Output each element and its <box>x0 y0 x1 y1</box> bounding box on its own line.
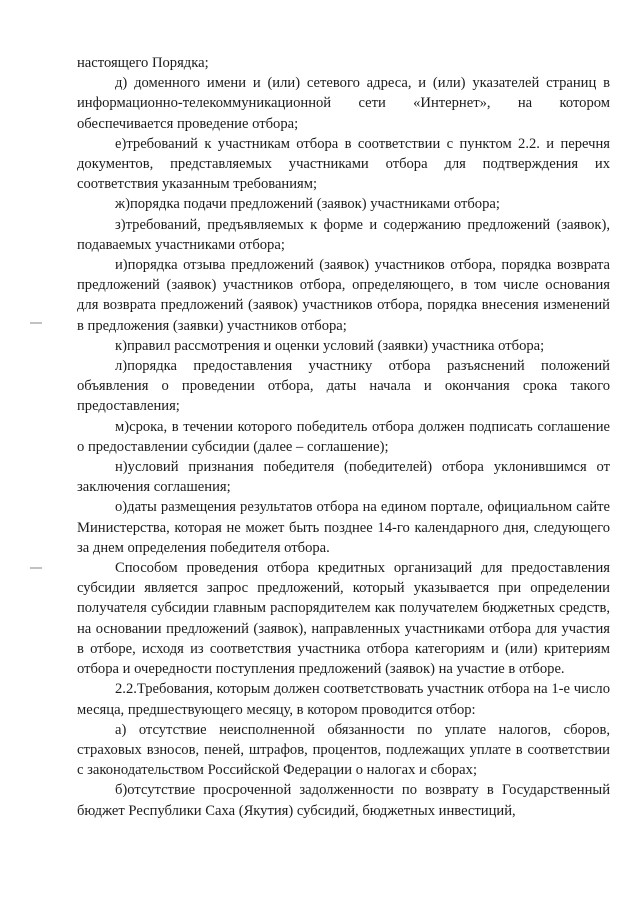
paragraph-item-i: и)порядка отзыва предложений (заявок) участников отбора, порядка возврата предложений (заявок) участников отбора, определяющего, в том числе основания для возврата предложений (заявок) участников отбора, порядка внесения изменений в предложения (заявки) участников отбора; <box>77 257 610 334</box>
paragraph-item-n: н)условий признания победителя (победителей) отбора уклонившимся от заключения соглашения; <box>77 459 610 496</box>
paragraph-requirement-a: а) отсутствие неисполненной обязанности по уплате налогов, сборов, страховых взносов, пеней, штрафов, процентов, подлежащих уплате в соответствии с законодательством Российской Федерации о налогах и сборах; <box>77 721 610 779</box>
scan-artifact-mark <box>30 567 42 569</box>
paragraph-requirement-b: б)отсутствие просроченной задолженности по возврату в Государственный бюджет Республики Саха (Якутия) субсидий, бюджетных инвестиций, <box>77 782 610 819</box>
paragraph-section-2-2: 2.2.Требования, которым должен соответствовать участник отбора на 1-е число месяца, предшествующего месяцу, в котором проводится отбор: <box>77 681 610 718</box>
scan-artifact-mark <box>30 322 42 324</box>
paragraph-item-e: е)требований к участникам отбора в соответствии с пунктом 2.2. и перечня документов, представляемых участниками отбора для подтверждения их соответствия указанным требованиям; <box>77 135 610 193</box>
paragraph-item-o: о)даты размещения результатов отбора на едином портале, официальном сайте Министерства, которая не может быть позднее 14-го календарного дня, следующего за днем определения победителя отбора. <box>77 499 610 556</box>
paragraph-item-l: л)порядка предоставления участнику отбора разъяснений положений объявления о проведении отбора, даты начала и окончания срока такого предоставления; <box>77 358 610 415</box>
paragraph-item-k: к)правил рассмотрения и оценки условий (заявки) участника отбора; <box>115 337 545 354</box>
paragraph-item-m: м)срока, в течении которого победитель отбора должен подписать соглашение о предоставлении субсидии (далее – соглашение); <box>77 418 610 455</box>
paragraph-selection-method: Способом проведения отбора кредитных организаций для предоставления субсидии является запрос предложений, который указывается при определении получателя субсидии главным распорядителем как получателем бюджетных средств, на основании предложений (заявок), направленных участниками отбора для участия в отборе, исходя из соответствия участника отбора категориям и (или) критериям отбора и очередности поступления предложений (заявок) на участие в отборе. <box>77 560 610 678</box>
document-body <box>77 53 610 821</box>
paragraph-item-z: з)требований, предъявляемых к форме и содержанию предложений (заявок), подаваемых участниками отбора; <box>77 216 610 253</box>
paragraph-continuation: настоящего Порядка; <box>77 55 209 71</box>
paragraph-item-zh: ж)порядка подачи предложений (заявок) участниками отбора; <box>115 196 500 213</box>
paragraph-item-d: д) доменного имени и (или) сетевого адреса, и (или) указателей страниц в информационно-телекоммуникационной сети «Интернет», на котором обеспечивается проведение отбора; <box>77 75 610 132</box>
